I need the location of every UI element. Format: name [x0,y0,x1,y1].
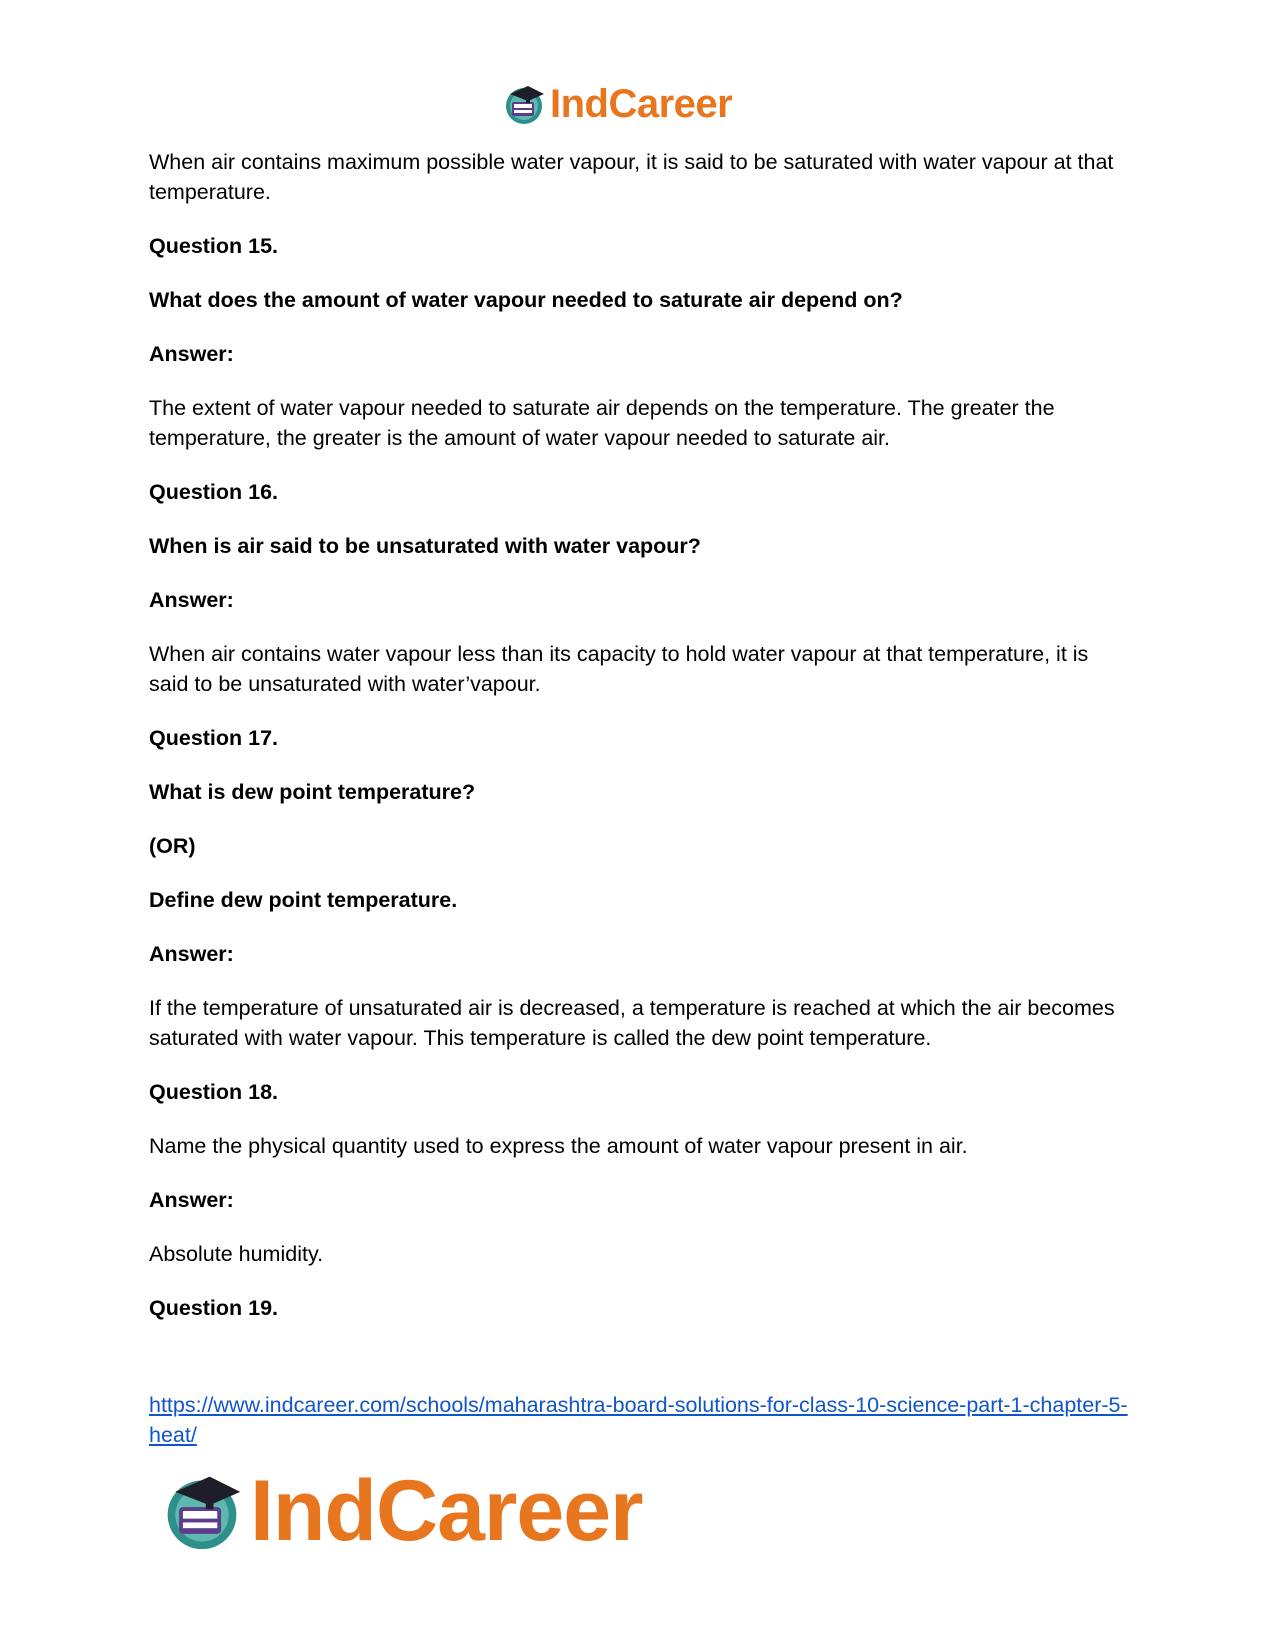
source-link[interactable]: https://www.indcareer.com/schools/maharashtra-board-solutions-for-class-10-science-part-1-chapter-5-heat/ [149,1393,1128,1447]
bold-paragraph: Answer: [149,342,234,366]
bold-paragraph: Answer: [149,942,234,966]
bold-paragraph: Question 17. [149,726,279,750]
bold-paragraph: Question 15. [149,234,279,258]
paragraph: When air contains maximum possible water vapour, it is said to be saturated with water vapour at that temperature. [149,150,1114,204]
paragraph: The extent of water vapour needed to saturate air depends on the temperature. The greater the temperature, the greater is the amount of water vapour needed to saturate air. [149,396,1055,450]
header-logo [502,80,732,128]
paragraph: Absolute humidity. [149,1242,324,1266]
paragraph: When air contains water vapour less than its capacity to hold water vapour at that temperature, it is said to be unsaturated with water’vapour. [149,642,1089,696]
graduation-cap-globe-icon [502,82,546,126]
bold-paragraph: (OR) [149,834,196,858]
bold-paragraph: What is dew point temperature? [149,780,476,804]
bold-paragraph: Answer: [149,588,234,612]
bold-paragraph: Answer: [149,1188,234,1212]
logo-text: IndCareer [250,1462,643,1559]
footer-logo [160,1462,643,1559]
graduation-cap-globe-icon [160,1469,244,1553]
bold-paragraph: Question 18. [149,1080,279,1104]
bold-paragraph: Define dew point temperature. [149,888,458,912]
source-link-block [149,1390,1139,1450]
bold-paragraph: What does the amount of water vapour needed to saturate air depend on? [149,288,903,312]
document-body [149,147,1129,1347]
bold-paragraph: Question 16. [149,480,279,504]
bold-paragraph: Question 19. [149,1296,279,1320]
paragraph: If the temperature of unsaturated air is decreased, a temperature is reached at which the air becomes saturated with water vapour. This temperature is called the dew point temperature. [149,996,1115,1050]
paragraph: Name the physical quantity used to express the amount of water vapour present in air. [149,1134,968,1158]
logo-text: IndCareer [550,81,733,126]
bold-paragraph: When is air said to be unsaturated with water vapour? [149,534,701,558]
